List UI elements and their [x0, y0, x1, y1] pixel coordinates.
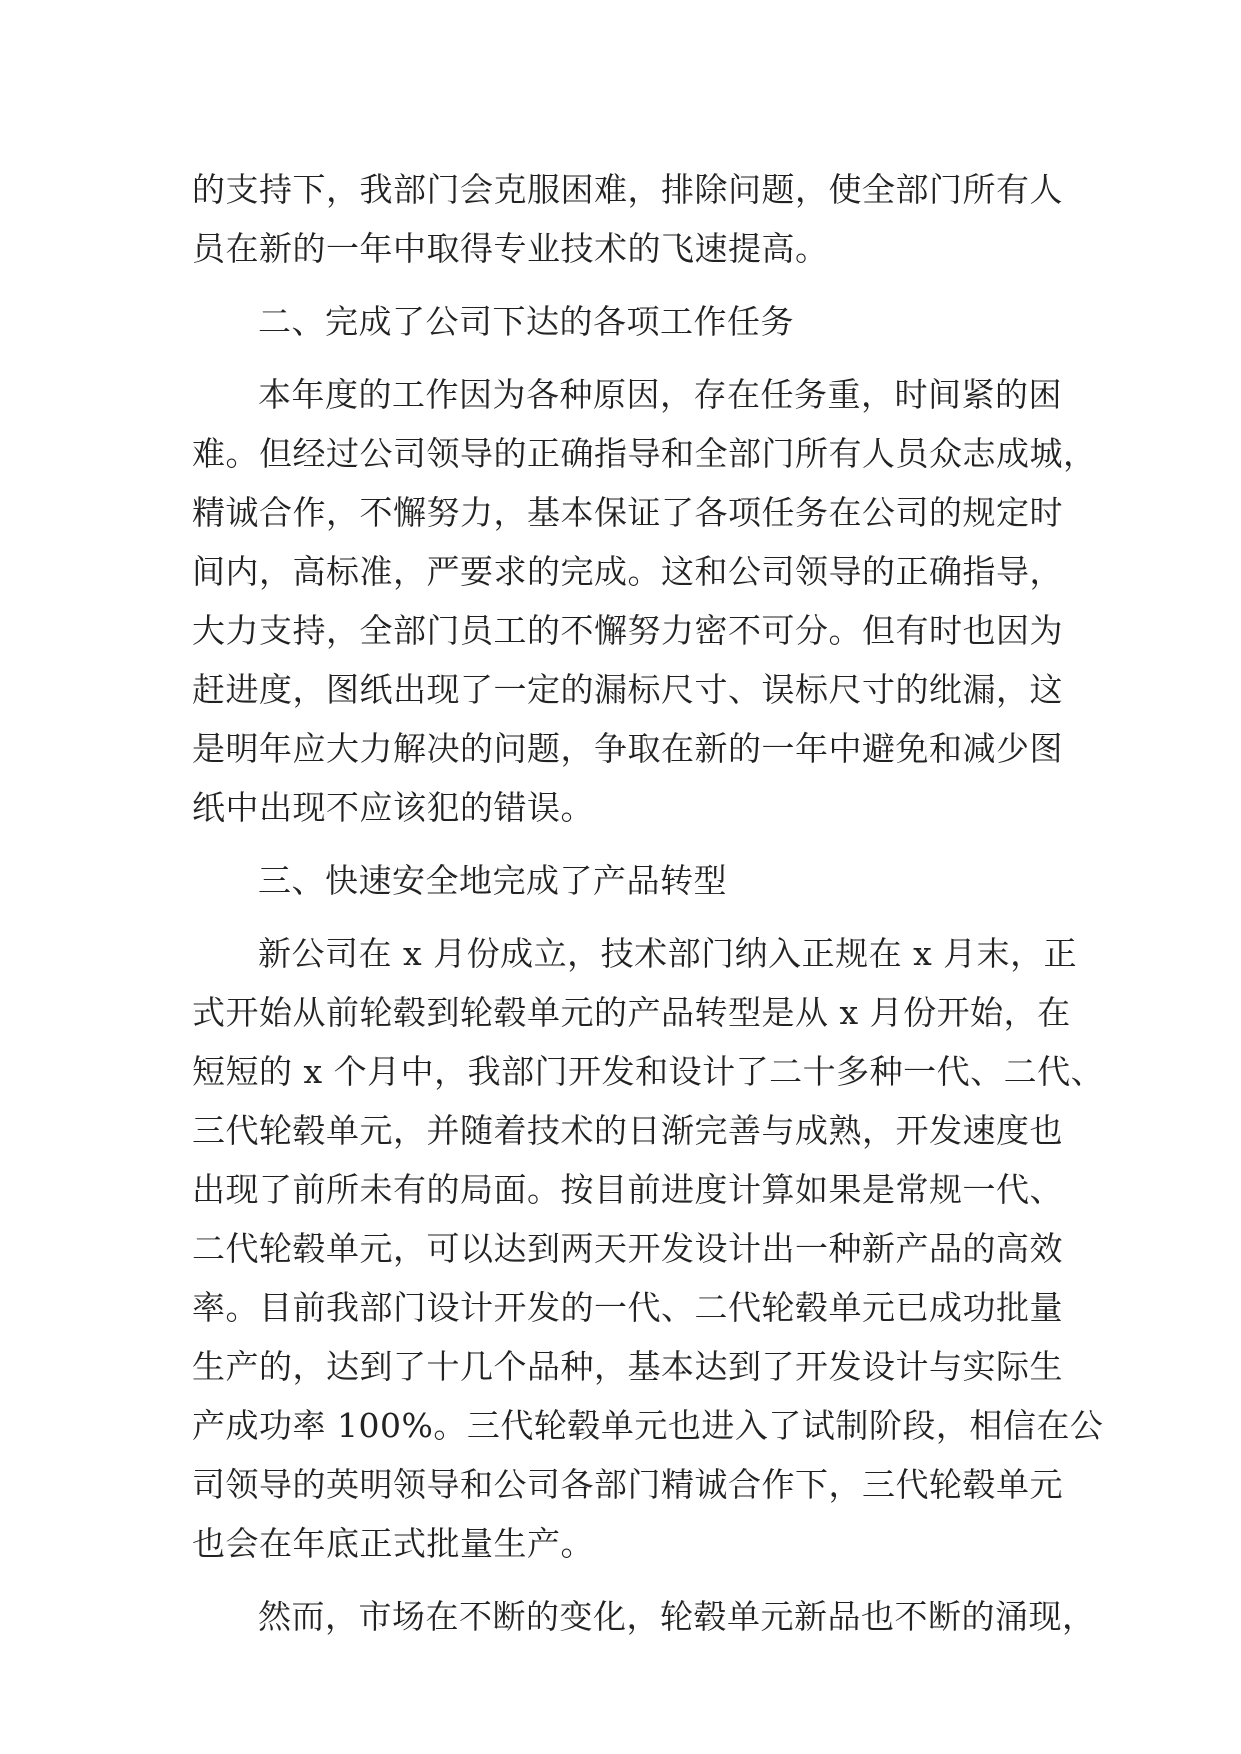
paragraph-gap	[192, 1573, 1062, 1587]
text-line: 三、快速安全地完成了产品转型	[258, 861, 727, 900]
text-line: 纸中出现不应该犯的错误。	[192, 788, 594, 827]
text-line: 精诚合作，不懈努力，基本保证了各项任务在公司的规定时	[192, 493, 1063, 532]
text-line: 产成功率 100%。三代轮毂单元也进入了试制阶段，相信在公	[192, 1406, 1104, 1445]
text-line: 员在新的一年中取得专业技术的飞速提高。	[192, 229, 829, 268]
text-line: 本年度的工作因为各种原因，存在任务重，时间紧的困	[258, 375, 1062, 414]
paragraph-gap	[192, 910, 1062, 924]
document-body	[192, 160, 1105, 1646]
paragraph-gap	[192, 351, 1062, 365]
text-line: 间内，高标准，严要求的完成。这和公司领导的正确指导，	[192, 552, 1063, 591]
paragraph	[192, 160, 1062, 278]
text-line: 赶进度，图纸出现了一定的漏标尺寸、误标尺寸的纰漏，这	[192, 670, 1063, 709]
text-line: 二代轮毂单元，可以达到两天开发设计出一种新产品的高效	[192, 1229, 1063, 1268]
text-line: 三代轮毂单元，并随着技术的日渐完善与成熟，开发速度也	[192, 1111, 1063, 1150]
paragraph	[192, 924, 1105, 1573]
paragraph	[192, 365, 1097, 837]
text-line: 式开始从前轮毂到轮毂单元的产品转型是从 x 月份开始，在	[192, 993, 1071, 1032]
paragraph-gap	[192, 278, 1062, 292]
section-heading	[192, 851, 1062, 910]
text-line: 短短的 x 个月中，我部门开发和设计了二十多种一代、二代、	[192, 1052, 1105, 1091]
text-line: 然而，市场在不断的变化，轮毂单元新品也不断的涌现，	[258, 1597, 1096, 1636]
text-line: 二、完成了公司下达的各项工作任务	[258, 302, 794, 341]
text-line: 生产的，达到了十几个品种，基本达到了开发设计与实际生	[192, 1347, 1063, 1386]
text-line: 是明年应大力解决的问题，争取在新的一年中避免和减少图	[192, 729, 1063, 768]
section-heading	[192, 292, 1062, 351]
text-line: 的支持下，我部门会克服困难，排除问题，使全部门所有人	[192, 170, 1063, 209]
text-line: 率。目前我部门设计开发的一代、二代轮毂单元已成功批量	[192, 1288, 1063, 1327]
paragraph-gap	[192, 837, 1062, 851]
paragraph	[192, 1587, 1096, 1646]
text-line: 难。但经过公司领导的正确指导和全部门所有人员众志成城，	[192, 434, 1097, 473]
text-line: 也会在年底正式批量生产。	[192, 1524, 594, 1563]
text-line: 新公司在 x 月份成立，技术部门纳入正规在 x 月末，正	[258, 934, 1078, 973]
text-line: 出现了前所未有的局面。按目前进度计算如果是常规一代、	[192, 1170, 1063, 1209]
text-line: 大力支持，全部门员工的不懈努力密不可分。但有时也因为	[192, 611, 1063, 650]
text-line: 司领导的英明领导和公司各部门精诚合作下，三代轮毂单元	[192, 1465, 1063, 1504]
